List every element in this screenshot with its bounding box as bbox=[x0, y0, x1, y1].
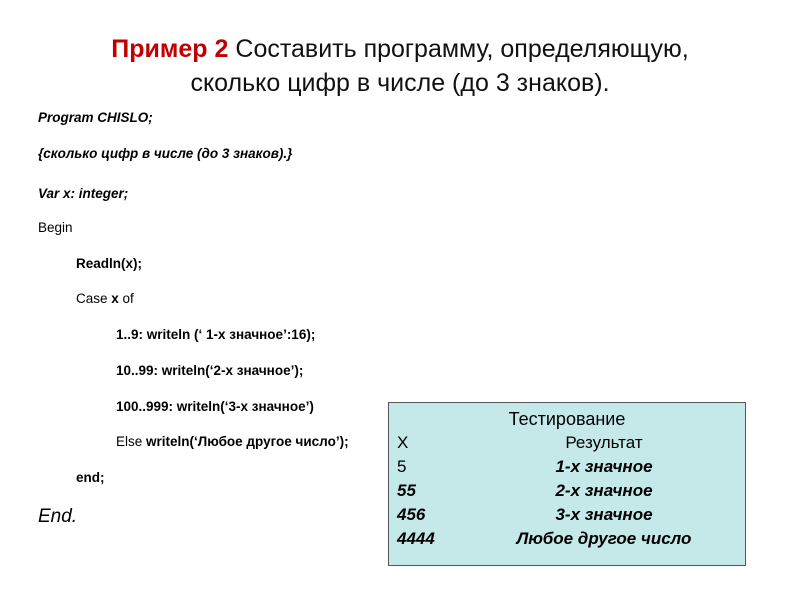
testing-row-x: 55 bbox=[397, 481, 416, 500]
testing-row-result: 3-х значное bbox=[555, 505, 653, 524]
slide-title-lead: Пример 2 bbox=[111, 35, 229, 63]
testing-row bbox=[389, 529, 745, 553]
testing-table bbox=[388, 402, 746, 566]
testing-row-result: 1-х значное bbox=[555, 457, 653, 476]
code-else-statement: writeln(‘Любое другое число’); bbox=[146, 434, 349, 449]
testing-row-result: Любое другое число bbox=[516, 529, 692, 548]
code-program-line: Program CHISLO; bbox=[38, 110, 153, 125]
code-end-program: End. bbox=[38, 506, 78, 527]
slide-title bbox=[40, 32, 760, 100]
code-case-branch-1: 1..9: writeln (‘ 1-х значное’:16); bbox=[116, 327, 316, 342]
testing-row-x: 5 bbox=[397, 457, 407, 476]
code-else-keyword: Else bbox=[116, 434, 147, 449]
testing-header-x: Х bbox=[397, 433, 409, 452]
testing-row bbox=[389, 481, 745, 505]
testing-title: Тестирование bbox=[508, 409, 626, 429]
code-readln-line: Readln(x); bbox=[76, 256, 143, 271]
testing-row bbox=[389, 457, 745, 481]
testing-header-result: Результат bbox=[565, 433, 643, 452]
code-comment-line: {сколько цифр в числе (до 3 знаков).} bbox=[38, 146, 293, 161]
code-case-line bbox=[76, 291, 134, 306]
code-case-keyword: Case bbox=[76, 291, 112, 306]
code-case-branch-2: 10..99: writeln(‘2-х значное’); bbox=[116, 363, 304, 378]
slide-title-line1 bbox=[40, 32, 760, 66]
testing-row bbox=[389, 505, 745, 529]
code-case-branch-3: 100..999: writeln(‘3-х значное’) bbox=[116, 399, 314, 414]
testing-header-row bbox=[389, 433, 745, 457]
testing-row-result: 2-х значное bbox=[555, 481, 653, 500]
code-else-line bbox=[116, 434, 349, 449]
code-var-line: Var x: integer; bbox=[38, 186, 129, 201]
slide-title-rest: Составить программу, определяющую, bbox=[228, 35, 689, 63]
code-case-variable: x bbox=[111, 291, 119, 306]
slide-title-line2: сколько цифр в числе (до 3 знаков). bbox=[190, 69, 610, 97]
code-begin-line: Begin bbox=[38, 220, 73, 235]
code-case-of: of bbox=[118, 291, 134, 306]
testing-row-x: 4444 bbox=[397, 529, 435, 548]
code-end-case-line: end; bbox=[76, 470, 105, 485]
testing-row-x: 456 bbox=[397, 505, 426, 524]
